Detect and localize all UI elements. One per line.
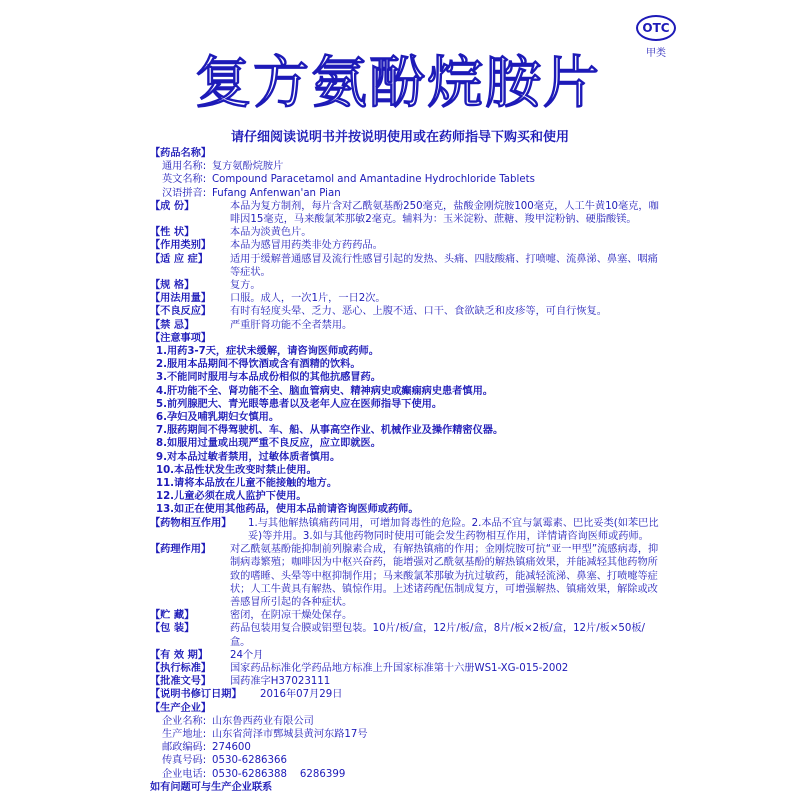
otc-text: OTC <box>642 21 670 35</box>
field-standard <box>150 662 660 675</box>
field-label: 【成 份】 <box>150 200 195 212</box>
precaution-item: 2.服用本品期间不得饮酒或含有酒精的饮料。 <box>156 359 361 371</box>
manufacturer-row <box>150 728 660 741</box>
precaution-item: 5.前列腺肥大、青光眼等患者以及老年人应在医师指导下使用。 <box>156 398 443 410</box>
field-label: 【不良反应】 <box>150 306 212 318</box>
field-label: 【包 装】 <box>150 623 195 635</box>
otc-class-label: 甲类 <box>646 48 666 59</box>
precaution-item: 7.服药期间不得驾驶机、车、船、从事高空作业、机械作业及操作精密仪器。 <box>156 425 504 437</box>
contact-footer: 如有问题可与生产企业联系 <box>150 781 273 793</box>
field-label: 【贮 藏】 <box>150 610 195 622</box>
field-value: 24个月 <box>230 649 264 661</box>
field-value: 严重肝肾功能不全者禁用。 <box>230 319 353 331</box>
drug-name-heading: 【药品名称】 <box>150 148 212 159</box>
field-value: 本品为淡黄色片。 <box>230 227 312 239</box>
row-key: 通用名称: <box>162 161 207 173</box>
field-approval-number <box>150 675 660 688</box>
row-value: 复方氨酚烷胺片 <box>212 161 284 173</box>
manufacturer-heading: 【生产企业】 <box>150 702 212 714</box>
field-label: 【禁 忌】 <box>150 319 195 331</box>
row-key: 邮政编码: <box>162 742 207 754</box>
precaution-item: 13.如正在使用其他药品，使用本品前请咨询医师或药师。 <box>156 504 419 516</box>
field-value: 密闭，在阴凉干燥处保存。 <box>230 610 353 622</box>
row-value: Compound Paracetamol and Amantadine Hydrochloride Tablets <box>212 174 535 186</box>
field-label: 【药理作用】 <box>150 544 212 556</box>
row-value: 山东鲁西药业有限公司 <box>212 715 314 727</box>
field-value: 2016年07月29日 <box>260 689 343 701</box>
row-key: 汉语拼音: <box>162 187 207 199</box>
field-label: 【用法用量】 <box>150 293 212 305</box>
row-value: Fufang Anfenwan'an Pian <box>212 187 341 199</box>
field-value: 国家药品标准化学药品地方标准上升国家标准第十六册WS1-XG-015-2002 <box>230 662 569 674</box>
field-category <box>150 239 660 252</box>
precaution-item: 10.本品性状发生改变时禁止使用。 <box>156 464 317 476</box>
usage-advisory: 请仔细阅读说明书并按说明使用或在药师指导下购买和使用 <box>230 130 569 145</box>
field-specification <box>150 279 660 292</box>
field-label: 【批准文号】 <box>150 676 212 688</box>
field-indications <box>150 253 660 279</box>
field-value: 对乙酰氨基酚能抑制前列腺素合成，有解热镇痛的作用；金刚烷胺可抗“亚一甲型”流感病毒，抑制病毒繁殖；咖啡因为中枢兴奋药，能增强对乙酰氨基酚的解热镇痛效果，并能减轻其他药物所致的嗜睡、头晕等中枢抑制作用；马来酸氯苯那敏为抗过敏药，能减轻流涕、鼻塞、打喷嚏等症状；人工牛黄具有解热、镇惊作用。上述诸药配伍制成复方，可增强解热、镇痛效果，解除或改善感冒所引起的各种症状。 <box>230 544 659 608</box>
field-appearance <box>150 226 660 239</box>
row-value: 山东省菏泽市鄄城县黄河东路17号 <box>212 728 368 740</box>
field-storage <box>150 609 660 622</box>
precaution-item: 9.对本品过敏者禁用，过敏体质者慎用。 <box>156 451 341 463</box>
field-label: 【作用类别】 <box>150 240 212 252</box>
field-composition <box>150 200 660 226</box>
drug-name-row <box>150 187 660 200</box>
field-dosage <box>150 292 660 305</box>
field-label: 【执行标准】 <box>150 662 212 674</box>
manufacturer-row <box>150 741 660 754</box>
field-packaging <box>150 622 660 648</box>
otc-badge <box>636 15 676 41</box>
field-pharmacology <box>150 543 660 609</box>
row-key: 生产地址: <box>162 728 207 740</box>
field-value: 适用于缓解普通感冒及流行性感冒引起的发热、头痛、四肢酸痛、打喷嚏、流鼻涕、鼻塞、咽痛等症状。 <box>230 253 658 278</box>
precaution-item: 4.肝功能不全、肾功能不全、脑血管病史、精神病史或癫痫病史患者慎用。 <box>156 385 493 397</box>
precautions-heading: 【注意事项】 <box>150 332 212 344</box>
precaution-item: 6.孕妇及哺乳期妇女慎用。 <box>156 412 280 424</box>
leaflet-body <box>150 147 660 793</box>
precaution-item: 11.请将本品放在儿童不能接触的地方。 <box>156 478 338 490</box>
manufacturer-row <box>150 715 660 728</box>
precautions-section <box>150 332 660 517</box>
row-value: 274600 <box>212 742 251 754</box>
field-shelf-life <box>150 649 660 662</box>
field-label: 【性 状】 <box>150 227 195 239</box>
row-key: 企业电话: <box>162 768 207 780</box>
field-label: 【规 格】 <box>150 280 195 292</box>
row-key: 传真号码: <box>162 755 207 767</box>
precaution-item: 3.不能同时服用与本品成份相似的其他抗感冒药。 <box>156 372 381 384</box>
field-contraindications <box>150 319 660 332</box>
manufacturer-row <box>150 754 660 767</box>
drug-name-row <box>150 173 660 186</box>
field-value: 国药准字H37023111 <box>230 676 331 688</box>
manufacturer-row <box>150 768 660 781</box>
field-adverse-reactions <box>150 305 660 318</box>
product-title: 复方氨酚烷胺片 <box>195 51 601 116</box>
field-value: 口服。成人，一次1片，一日2次。 <box>230 293 386 305</box>
field-value: 有时有轻度头晕、乏力、恶心、上腹不适、口干、食欲缺乏和皮疹等，可自行恢复。 <box>230 306 607 318</box>
field-value: 药品包装用复合膜或铝塑包装。10片/板/盒，12片/板/盒，8片/板×2板/盒，12片/板×50板/盒。 <box>230 623 645 648</box>
field-value: 本品为复方制剂，每片含对乙酰氨基酚250毫克，盐酸金刚烷胺100毫克，人工牛黄10毫克，咖啡因15毫克，马来酸氯苯那敏2毫克。辅料为：玉米淀粉、蔗糖、羧甲淀粉钠、硬脂酸镁。 <box>230 200 659 226</box>
field-value: 1.与其他解热镇痛药同用，可增加肾毒性的危险。2.本品不宜与氯霉素、巴比妥类(如苯巴比妥)等并用。3.如与其他药物同时使用可能会发生药物相互作用，详情请咨询医师或药师。 <box>248 517 659 542</box>
field-interactions <box>150 517 660 543</box>
drug-name-row <box>150 160 660 173</box>
row-value: 0530-6286388 6286399 <box>212 768 346 780</box>
field-revision-date <box>150 688 660 701</box>
row-value: 0530-6286366 <box>212 755 287 767</box>
precaution-item: 1.用药3-7天，症状未缓解，请咨询医师或药师。 <box>156 346 379 358</box>
row-key: 企业名称: <box>162 715 207 727</box>
field-label: 【说明书修订日期】 <box>150 689 242 701</box>
precaution-item: 8.如服用过量或出现严重不良反应，应立即就医。 <box>156 438 381 450</box>
field-value: 复方。 <box>230 280 261 292</box>
field-label: 【有 效 期】 <box>150 649 209 661</box>
row-key: 英文名称: <box>162 174 207 186</box>
precaution-item: 12.儿童必须在成人监护下使用。 <box>156 491 307 503</box>
field-label: 【适 应 症】 <box>150 253 209 265</box>
field-value: 本品为感冒用药类非处方药药品。 <box>230 240 383 252</box>
field-label: 【药物相互作用】 <box>150 517 232 529</box>
